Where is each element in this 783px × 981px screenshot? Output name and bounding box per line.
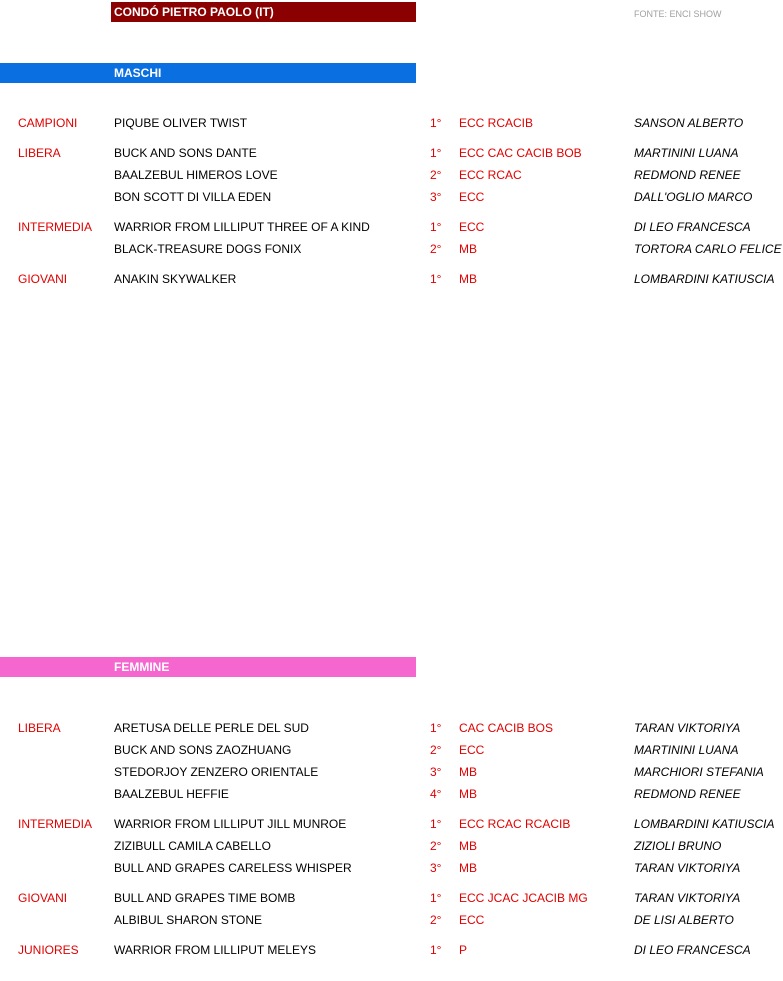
male-result-row xyxy=(0,239,783,259)
class-label: INTERMEDIA xyxy=(18,220,93,234)
award: ECC JCAC JCACIB MG xyxy=(459,891,588,905)
males-section-title: MASCHI xyxy=(114,66,162,80)
female-result-row xyxy=(0,888,783,908)
handler-name: DI LEO FRANCESCA xyxy=(634,220,751,234)
females-section-title: FEMMINE xyxy=(114,660,170,674)
dog-name: ARETUSA DELLE PERLE DEL SUD xyxy=(114,721,309,735)
male-result-row xyxy=(0,187,783,207)
dog-name: BULL AND GRAPES CARELESS WHISPER xyxy=(114,861,352,875)
handler-name: LOMBARDINI KATIUSCIA xyxy=(634,817,775,831)
award: MB xyxy=(459,861,477,875)
dog-name: BUCK AND SONS ZAOZHUANG xyxy=(114,743,292,757)
handler-name: DALL'OGLIO MARCO xyxy=(634,190,753,204)
handler-name: ZIZIOLI BRUNO xyxy=(634,839,722,853)
award: MB xyxy=(459,272,477,286)
placement: 1° xyxy=(430,891,442,905)
handler-name: DI LEO FRANCESCA xyxy=(634,943,751,957)
award: MB xyxy=(459,242,477,256)
placement: 2° xyxy=(430,168,442,182)
award: ECC CAC CACIB BOB xyxy=(459,146,582,160)
placement: 1° xyxy=(430,817,442,831)
handler-name: SANSON ALBERTO xyxy=(634,116,744,130)
dog-name: WARRIOR FROM LILLIPUT THREE OF A KIND xyxy=(114,220,370,234)
dog-name: BAALZEBUL HEFFIE xyxy=(114,787,229,801)
placement: 1° xyxy=(430,943,442,957)
male-result-row xyxy=(0,113,783,133)
handler-name: REDMOND RENEE xyxy=(634,168,741,182)
placement: 3° xyxy=(430,861,442,875)
dog-name: STEDORJOY ZENZERO ORIENTALE xyxy=(114,765,319,779)
dog-name: WARRIOR FROM LILLIPUT MELEYS xyxy=(114,943,317,957)
handler-name: MARTININI LUANA xyxy=(634,743,739,757)
handler-name: MARTININI LUANA xyxy=(634,146,739,160)
handler-name: TARAN VIKTORIYA xyxy=(634,861,741,875)
female-result-row xyxy=(0,940,783,960)
award: ECC xyxy=(459,913,485,927)
handler-name: TARAN VIKTORIYA xyxy=(634,891,741,905)
handler-name: REDMOND RENEE xyxy=(634,787,741,801)
handler-name: LOMBARDINI KATIUSCIA xyxy=(634,272,775,286)
award: ECC xyxy=(459,190,485,204)
female-result-row xyxy=(0,814,783,834)
award: ECC RCAC RCACIB xyxy=(459,817,571,831)
dog-name: ANAKIN SKYWALKER xyxy=(114,272,237,286)
female-result-row xyxy=(0,784,783,804)
handler-name: MARCHIORI STEFANIA xyxy=(634,765,764,779)
female-result-row xyxy=(0,762,783,782)
placement: 2° xyxy=(430,913,442,927)
male-result-row xyxy=(0,143,783,163)
dog-name: ZIZIBULL CAMILA CABELLO xyxy=(114,839,271,853)
class-label: LIBERA xyxy=(18,146,61,160)
award: ECC RCACIB xyxy=(459,116,534,130)
award: CAC CACIB BOS xyxy=(459,721,554,735)
dog-name: WARRIOR FROM LILLIPUT JILL MUNROE xyxy=(114,817,347,831)
handler-name: TARAN VIKTORIYA xyxy=(634,721,741,735)
dog-name: BLACK-TREASURE DOGS FONIX xyxy=(114,242,302,256)
award: ECC RCAC xyxy=(459,168,522,182)
females-section-header xyxy=(0,657,416,677)
handler-name: TORTORA CARLO FELICE xyxy=(634,242,782,256)
placement: 2° xyxy=(430,839,442,853)
class-label: LIBERA xyxy=(18,721,61,735)
placement: 4° xyxy=(430,787,442,801)
award: MB xyxy=(459,839,477,853)
dog-name: BAALZEBUL HIMEROS LOVE xyxy=(114,168,278,182)
class-label: JUNIORES xyxy=(18,943,79,957)
dog-name: BON SCOTT DI VILLA EDEN xyxy=(114,190,272,204)
males-section-header xyxy=(0,63,416,83)
placement: 1° xyxy=(430,721,442,735)
female-result-row xyxy=(0,740,783,760)
placement: 1° xyxy=(430,116,442,130)
male-result-row xyxy=(0,217,783,237)
placement: 3° xyxy=(430,765,442,779)
source-note: FONTE: ENCI SHOW xyxy=(634,9,722,19)
award: MB xyxy=(459,765,477,779)
dog-name: BUCK AND SONS DANTE xyxy=(114,146,257,160)
dog-name: PIQUBE OLIVER TWIST xyxy=(114,116,248,130)
class-label: CAMPIONI xyxy=(18,116,78,130)
placement: 3° xyxy=(430,190,442,204)
judge-name: CONDÓ PIETRO PAOLO (IT) xyxy=(114,5,274,19)
dog-name: ALBIBUL SHARON STONE xyxy=(114,913,263,927)
class-label: INTERMEDIA xyxy=(18,817,93,831)
female-result-row xyxy=(0,910,783,930)
male-result-row xyxy=(0,269,783,289)
placement: 1° xyxy=(430,146,442,160)
male-result-row xyxy=(0,165,783,185)
female-result-row xyxy=(0,836,783,856)
handler-name: DE LISI ALBERTO xyxy=(634,913,734,927)
placement: 2° xyxy=(430,242,442,256)
dog-name: BULL AND GRAPES TIME BOMB xyxy=(114,891,296,905)
judge-header xyxy=(111,2,416,22)
female-result-row xyxy=(0,718,783,738)
award: ECC xyxy=(459,220,485,234)
award: P xyxy=(459,943,468,957)
award: MB xyxy=(459,787,477,801)
placement: 1° xyxy=(430,220,442,234)
female-result-row xyxy=(0,858,783,878)
class-label: GIOVANI xyxy=(18,272,68,286)
placement: 1° xyxy=(430,272,442,286)
placement: 2° xyxy=(430,743,442,757)
class-label: GIOVANI xyxy=(18,891,68,905)
award: ECC xyxy=(459,743,485,757)
